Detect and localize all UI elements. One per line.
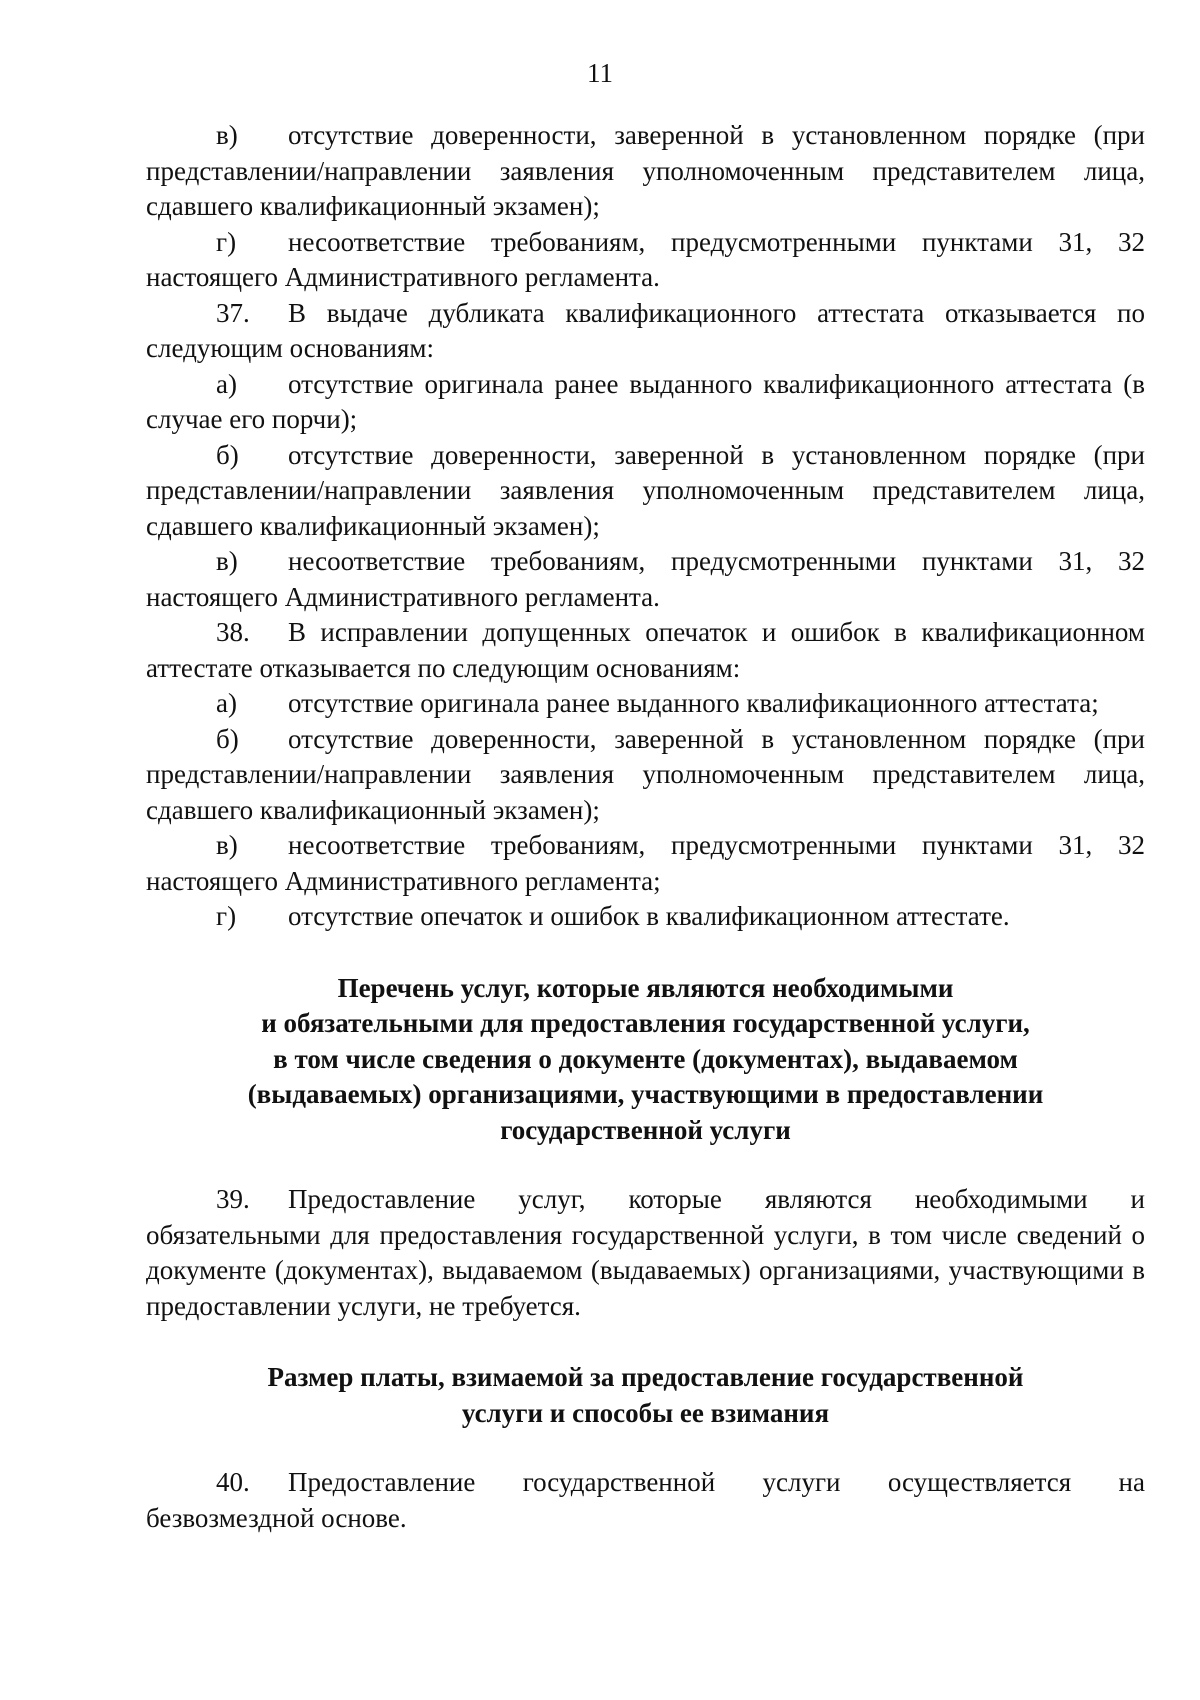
- list-item: [146, 828, 1145, 899]
- item-text: отсутствие оригинала ранее выданного квалификационного аттестата;: [288, 688, 1099, 718]
- clause-number: 38.: [216, 617, 250, 647]
- item-marker: в): [216, 120, 238, 150]
- spacer: [146, 1324, 1145, 1360]
- clause-40: [146, 1465, 1145, 1536]
- heading-line: Размер платы, взимаемой за предоставление государственной: [267, 1362, 1024, 1392]
- document-body: [146, 118, 1145, 1536]
- clause-text: В выдаче дубликата квалификационного аттестата отказывается по следующим основаниям:: [146, 297, 1145, 363]
- section-heading-services: [146, 971, 1145, 1149]
- item-text: несоответствие требованиям, предусмотренными пунктами 31, 32 настоящего Административного регламента;: [146, 830, 1145, 896]
- heading-line: в том числе сведения о документе (документах), выдаваемом: [273, 1043, 1018, 1074]
- item-marker: г): [216, 226, 237, 257]
- heading-line: и обязательными для предоставления государственной услуги,: [261, 1008, 1030, 1038]
- list-item: [146, 899, 1145, 935]
- clause-text: В исправлении допущенных опечаток и ошибок в квалификационном аттестате отказывается по следующим основаниям:: [146, 617, 1145, 683]
- clause-38: [146, 615, 1145, 686]
- clause-number: 40.: [216, 1467, 250, 1497]
- page-number: 11: [587, 58, 613, 88]
- item-marker: в): [216, 830, 238, 860]
- item-text: отсутствие опечаток и ошибок в квалификационном аттестате.: [288, 901, 1010, 931]
- item-text: отсутствие доверенности, заверенной в установленном порядке (при представлении/направлении заявления уполномоченным представителем лица, сдавшего квалификационный экзамен);: [146, 439, 1145, 541]
- item-marker: г): [216, 901, 237, 931]
- list-item: [146, 367, 1145, 438]
- list-item: [146, 544, 1145, 615]
- item-marker: б): [216, 439, 239, 470]
- clause-text: Предоставление государственной услуги осуществляется на безвозмездной основе.: [146, 1467, 1145, 1533]
- list-item: [146, 118, 1145, 225]
- item-marker: в): [216, 546, 238, 576]
- heading-line: государственной услуги: [500, 1114, 791, 1145]
- clause-number: 37.: [216, 297, 250, 328]
- item-text: несоответствие требованиям, предусмотренными пунктами 31, 32 настоящего Административного регламента.: [146, 546, 1145, 612]
- item-text: отсутствие доверенности, заверенной в установленном порядке (при представлении/направлении заявления уполномоченным представителем лица, сдавшего квалификационный экзамен);: [146, 723, 1145, 825]
- clause-37: [146, 296, 1145, 367]
- clause-39: [146, 1182, 1145, 1324]
- item-text: отсутствие оригинала ранее выданного квалификационного аттестата (в случае его порчи);: [146, 368, 1145, 434]
- list-item: [146, 225, 1145, 296]
- section-heading-fee: [146, 1360, 1145, 1431]
- item-marker: а): [216, 688, 237, 718]
- item-marker: а): [216, 368, 237, 399]
- spacer: [146, 1431, 1145, 1465]
- clause-number: 39.: [216, 1184, 250, 1214]
- spacer: [146, 1148, 1145, 1182]
- heading-line: услуги и способы ее взимания: [461, 1397, 830, 1428]
- list-item: [146, 438, 1145, 545]
- item-marker: б): [216, 723, 239, 754]
- clause-text: Предоставление услуг, которые являются необходимыми и обязательными для предоставления государственной услуги, в том числе сведений о документе (документах), выдаваемом (выдаваемых) организациями, участвующими в предоставлении услуги, не требуется.: [146, 1184, 1145, 1321]
- item-text: отсутствие доверенности, заверенной в установленном порядке (при представлении/направлении заявления уполномоченным представителем лица, сдавшего квалификационный экзамен);: [146, 120, 1145, 221]
- heading-line: Перечень услуг, которые являются необходимыми: [337, 972, 954, 1003]
- list-item: [146, 686, 1145, 722]
- item-text: несоответствие требованиям, предусмотренными пунктами 31, 32 настоящего Административного регламента.: [146, 226, 1145, 292]
- spacer: [146, 935, 1145, 971]
- heading-line: (выдаваемых) организациями, участвующими в предоставлении: [247, 1079, 1044, 1109]
- list-item: [146, 722, 1145, 829]
